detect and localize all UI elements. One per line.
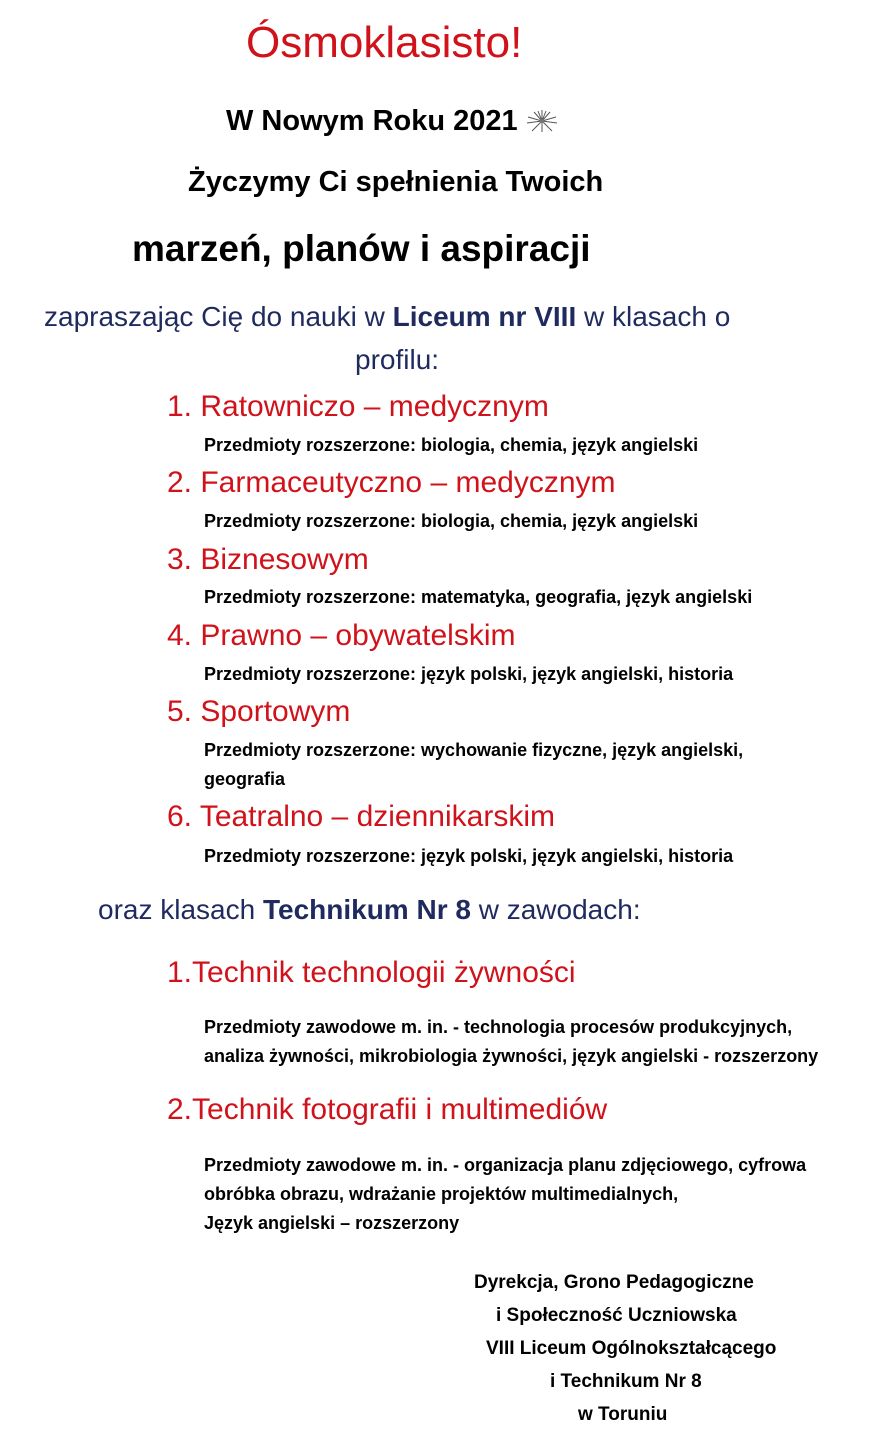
signature-line: w Toruniu (578, 1404, 668, 1425)
school-name-technikum: Technikum Nr 8 (262, 894, 471, 925)
profession-subjects: obróbka obrazu, wdrażanie projektów multimedialnych, (204, 1184, 679, 1204)
profession-subjects: analiza żywności, mikrobiologia żywności, język angielski - rozszerzony (204, 1046, 819, 1066)
technikum-line (98, 894, 641, 926)
profile-subjects: Przedmioty rozszerzone: język polski, język angielski, historia (204, 664, 734, 684)
aspirations-line: marzeń, planów i aspiracji (132, 228, 591, 269)
school-name-liceum: Liceum nr VIII (392, 301, 577, 332)
profile-subjects: Przedmioty rozszerzone: biologia, chemia, język angielski (204, 435, 699, 455)
signature-block (0, 1266, 876, 1431)
profile-title: 2. Farmaceutyczno – medycznym (167, 466, 616, 499)
profile-title: 1. Ratowniczo – medycznym (167, 390, 549, 423)
profession-title: 2.Technik fotografii i multimediów (167, 1093, 608, 1126)
wishes-line: Życzymy Ci spełnienia Twoich (188, 166, 604, 198)
page-title: Ósmoklasisto! (246, 18, 523, 67)
profile-title: 3. Biznesowym (167, 543, 369, 576)
profile-subjects: Przedmioty rozszerzone: język polski, język angielski, historia (204, 846, 734, 866)
profession-subjects: Przedmioty zawodowe m. in. - technologia procesów produkcyjnych, (204, 1017, 793, 1037)
invitation-text-after: w klasach o (576, 301, 731, 332)
technikum-text-after: w zawodach: (470, 894, 641, 925)
signature-line: i Społeczność Uczniowska (496, 1305, 737, 1326)
signature-line: VIII Liceum Ogólnokształcącego (486, 1338, 777, 1359)
profile-subjects: Przedmioty rozszerzone: wychowanie fizyczne, język angielski, (204, 740, 744, 760)
profile-subjects: Przedmioty rozszerzone: biologia, chemia, język angielski (204, 511, 699, 531)
profile-subjects: Przedmioty rozszerzone: matematyka, geografia, język angielski (204, 587, 753, 607)
new-year-text: W Nowym Roku 2021 (226, 105, 518, 137)
profession-subjects: Język angielski – rozszerzony (204, 1213, 460, 1233)
profile-subjects: geografia (204, 769, 286, 789)
profile-title: 5. Sportowym (167, 695, 351, 728)
technikum-text-before: oraz klasach (98, 894, 263, 925)
new-year-line (226, 105, 564, 138)
profession-subjects: Przedmioty zawodowe m. in. - organizacja planu zdjęciowego, cyfrowa (204, 1155, 807, 1175)
invitation-line-2: profilu: (355, 344, 440, 375)
invitation-line (44, 301, 730, 333)
fireworks-icon (520, 108, 564, 132)
invitation-text-before: zapraszając Cię do nauki w (44, 301, 393, 332)
profile-title: 6. Teatralno – dziennikarskim (167, 800, 555, 833)
signature-line: Dyrekcja, Grono Pedagogiczne (474, 1272, 754, 1293)
signature-line: i Technikum Nr 8 (550, 1371, 702, 1392)
profile-title: 4. Prawno – obywatelskim (167, 619, 516, 652)
profession-title: 1.Technik technologii żywności (167, 956, 576, 989)
